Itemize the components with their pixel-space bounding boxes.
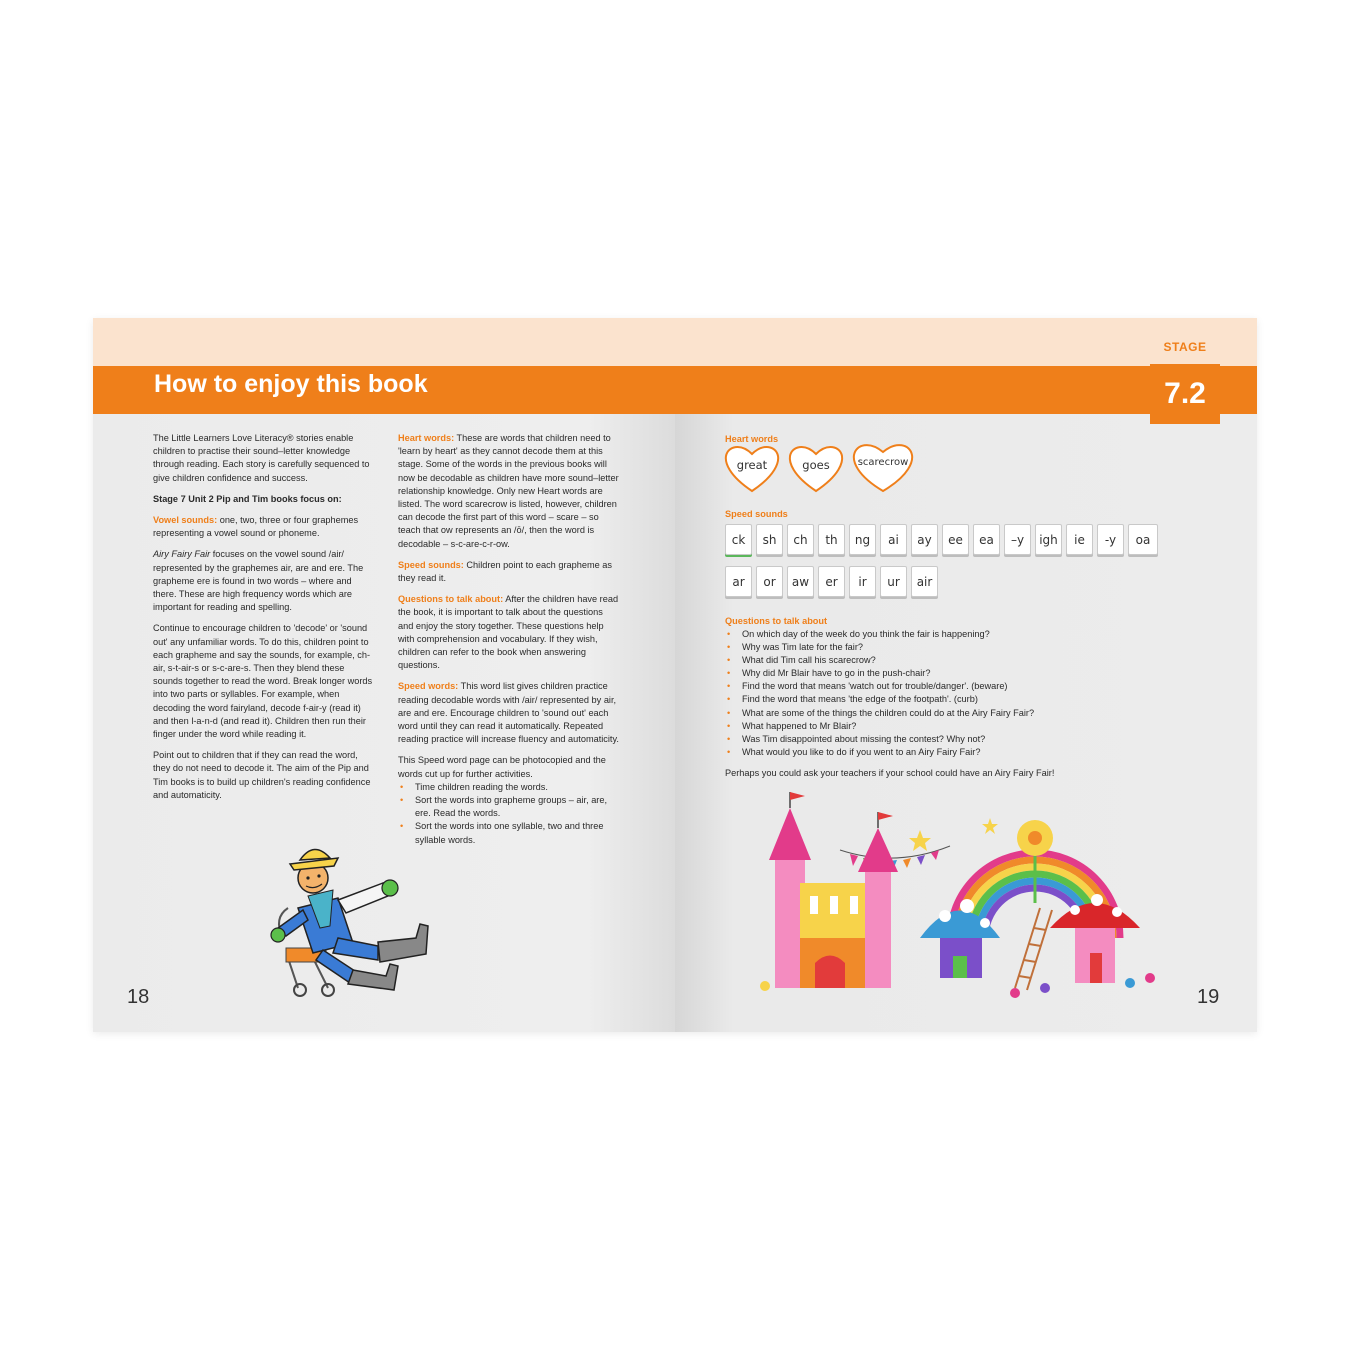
page-number-right: 19 [1197,986,1220,1008]
vowel-text: one, two, three or four graphemes representing a vowel sound or phoneme. [153,515,359,539]
scarecrow-illustration [268,838,443,998]
heart-word-label: scarecrow [857,457,909,468]
list-item: • Sort the words into grapheme groups – air, are, ere. Read the words. [398,794,620,820]
questions-text: After the children have read the book, it is important to talk about the questions and enjoy the story together. These questions help with comprehension and vocabulary. If they wish, children can refer to the book when answering questions. [398,594,619,671]
question-item: • What are some of the things the children could do at the Airy Fairy Fair? [725,707,1165,720]
question-item: • What would you like to do if you went to an Airy Fairy Fair? [725,746,1165,759]
sound-tile: oa [1128,524,1158,555]
question-item: • What happened to Mr Blair? [725,720,1165,733]
closing-line: Perhaps you could ask your teachers if your school could have an Airy Fairy Fair! [725,767,1055,778]
heart-word [723,442,781,494]
speed-sounds-label: Speed sounds: [398,559,464,570]
vowel-label: Vowel sounds: [153,515,218,526]
sound-tile: ch [787,524,814,555]
fair-castle-illustration [745,788,1165,998]
right-page [675,318,1257,1032]
question-item: • What did Tim call his scarecrow? [725,654,1165,667]
questions-paragraph [398,593,620,672]
sound-tile: ar [725,566,752,597]
stage-label: STAGE [1163,340,1207,354]
photocopy-paragraph: This Speed word page can be photocopied and the words cut up for further activities. [398,755,606,779]
sound-tile: –y [1004,524,1031,555]
sound-tile: -y [1097,524,1124,555]
sound-tile: sh [756,524,783,555]
sound-tile: th [818,524,845,555]
speed-words-text: This word list gives children practice reading decodable words with /air/ represented by air, are and ere. Encourage children to 'sound out' each word until they can read it automatically. Repeated reading practice will increase fluency and automaticity. [398,681,619,745]
list-item: • Sort the words into one syllable, two and three syllable words. [398,820,620,846]
speed-sounds-text: Children point to each grapheme as they read it. [398,559,612,584]
questions-block [725,628,1165,780]
sound-tile: ee [942,524,969,555]
point-paragraph: Point out to children that if they can read the word, they do not need to decode it. The aim of the Pip and Tim books is to build up children's reading confidence and automaticity. [153,750,371,800]
sound-tile: ur [880,566,907,597]
questions-label: Questions to talk about: [398,594,504,605]
speed-words-paragraph [398,680,620,746]
questions-heading: Questions to talk about [725,616,828,626]
heart-word [851,440,915,492]
question-item: • On which day of the week do you think the fair is happening? [725,628,1165,641]
stage-number: 7.2 [1164,377,1206,410]
heart-word-label: goes [802,458,830,472]
sound-tile: ai [880,524,907,555]
sound-tile: ck [725,524,752,555]
focus-heading: Stage 7 Unit 2 Pip and Tim books focus on: [153,493,342,504]
sound-tile: igh [1035,524,1062,555]
sound-tile: ea [973,524,1000,555]
heart-label: Heart words: [398,433,455,443]
question-item: • Was Tim disappointed about missing the contest? Why not? [725,733,1165,746]
vowel-paragraph [153,514,373,540]
sound-tile: or [756,566,783,597]
intro-paragraph: The Little Learners Love Literacy® stories enable children to practise their sound–letter knowledge through reading. Each story is carefully sequenced to give children confidence and success. [153,433,370,483]
airy-paragraph [153,548,373,614]
airy-title: Airy Fairy Fair [153,549,211,560]
question-item: • Why was Tim late for the fair? [725,641,1165,654]
book-spread [93,318,1257,1032]
page-title: How to enjoy this book [154,370,428,398]
sound-tile: er [818,566,845,597]
page-number-left: 18 [127,986,150,1008]
continue-paragraph: Continue to encourage children to 'decode' or 'sound out' any unfamiliar words. To do this, children point to each grapheme and say the sounds, for example, ch-air, s-t-air-s or s-c-are-s. Then they blend these sounds together to read the word. Break longer words into two parts or syllables. For example, when decoding the word fairyland, decode f-air-y (read it) and then l-a-n-d (and read it). Children then run their finger under the word while reading it. [153,623,373,740]
heart-word [787,442,845,494]
sound-tile: air [911,566,938,597]
left-column-2 [398,432,620,847]
heart-words-heading: Heart words [725,434,779,444]
list-item: • Time children reading the words. [398,781,620,794]
heart-text: These are words that children need to 'learn by heart' as they cannot decode them at this stage. Some of the words in the previous books will now be decodable as children have more sound–letter relationship knowledge. Only new Heart words are listed. The word scarecrow is listed, however, children can decode the first part of this word – scare – so teach that ow represents an /ō/, then the word is decodable – s-c-are-c-r-ow. [398,433,619,549]
sound-tile: ng [849,524,876,555]
header-peach-strip [93,318,675,366]
sound-tile: ie [1066,524,1093,555]
left-column-1 [153,432,373,810]
speed-sounds-paragraph [398,559,620,585]
speed-sounds-heading: Speed sounds [725,509,788,519]
question-item: • Why did Mr Blair have to go in the push-chair? [725,667,1165,680]
question-item: • Find the word that means 'the edge of the footpath'. (curb) [725,693,1165,706]
speed-words-label: Speed words: [398,681,459,692]
left-page [93,318,675,1032]
sound-tile: aw [787,566,814,597]
activity-list [398,781,620,847]
sound-tile: ir [849,566,876,597]
questions-list [725,628,1165,759]
stage-badge [1150,364,1220,424]
heart-paragraph [398,432,620,551]
question-item: • Find the word that means 'watch out for trouble/danger'. (beware) [725,680,1165,693]
airy-text: focuses on the vowel sound /air/ represented by the graphemes air, are and ere. The grapheme ere is found in two words – where and there. These are high frequency words which are important for reading and spelling. [153,549,364,613]
sound-tile: ay [911,524,938,555]
heart-word-label: great [736,458,768,472]
